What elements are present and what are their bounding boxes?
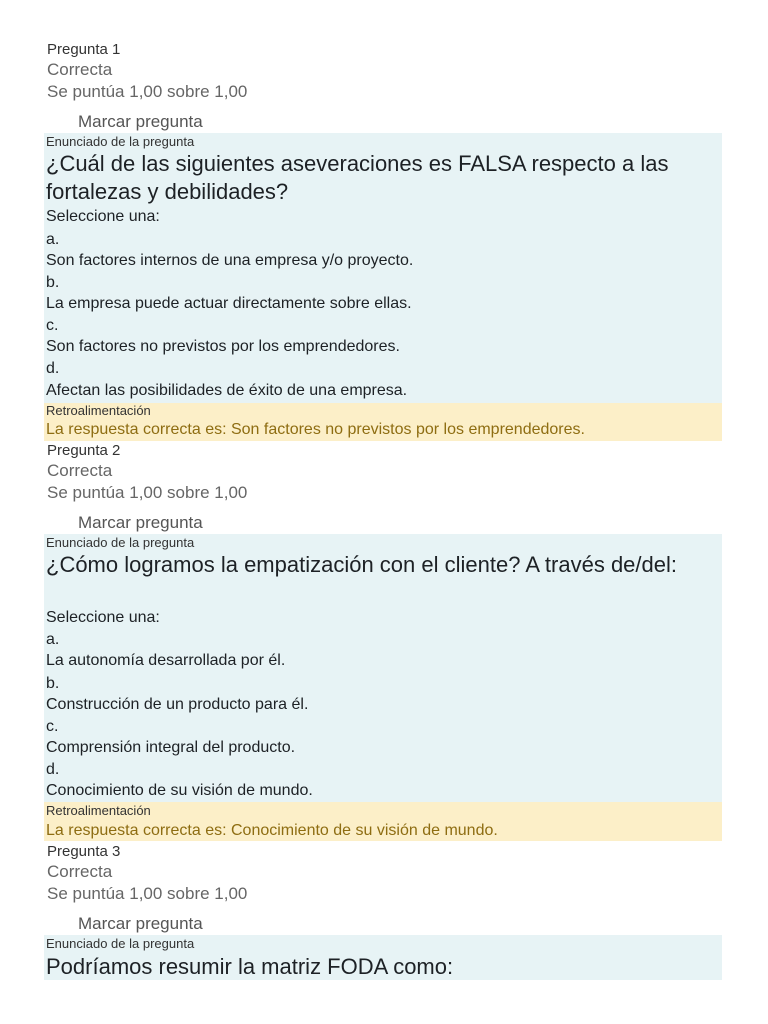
answer-d[interactable]: Conocimiento de su visión de mundo.	[46, 782, 313, 799]
question-grade: Se puntúa 1,00 sobre 1,00	[47, 884, 248, 903]
question-text: Podríamos resumir la matriz FODA como:	[46, 954, 454, 979]
question-number: Pregunta 2	[47, 442, 121, 459]
feedback-label: Retroalimentación	[46, 803, 151, 818]
answer-d[interactable]: Afectan las posibilidades de éxito de una empresa.	[46, 382, 408, 399]
feedback-label: Retroalimentación	[46, 403, 151, 418]
answer-b[interactable]: La empresa puede actuar directamente sobre ellas.	[46, 295, 412, 312]
answer-d-letter: d.	[46, 761, 60, 778]
right-answer-text: La respuesta correcta es: Conocimiento de su visión de mundo.	[46, 822, 498, 839]
question-content	[44, 133, 722, 403]
question-number: Pregunta 3	[47, 843, 121, 860]
statement-label: Enunciado de la pregunta	[46, 936, 195, 951]
question-text: ¿Cómo logramos la empatización con el cliente? A través de/del:	[46, 552, 677, 577]
answer-a-letter: a.	[46, 231, 60, 248]
question-text: ¿Cuál de las siguientes aseveraciones es FALSA respecto a las fortalezas y debilidades?	[46, 151, 669, 204]
select-prompt: Seleccione una:	[46, 208, 160, 225]
right-answer-text: La respuesta correcta es: Son factores no previstos por los emprendedores.	[46, 421, 585, 438]
flag-question-link[interactable]: Marcar pregunta	[78, 513, 203, 532]
flag-question-link[interactable]: Marcar pregunta	[78, 914, 203, 933]
answer-a-letter: a.	[46, 631, 60, 648]
question-content	[44, 935, 722, 980]
question-grade: Se puntúa 1,00 sobre 1,00	[47, 483, 248, 502]
question-content	[44, 534, 722, 802]
question-number: Pregunta 1	[47, 41, 121, 58]
statement-label: Enunciado de la pregunta	[46, 535, 195, 550]
answer-b-letter: b.	[46, 675, 60, 692]
question-state: Correcta	[47, 60, 113, 79]
answer-d-letter: d.	[46, 360, 60, 377]
answer-c-letter: c.	[46, 317, 59, 334]
answer-c[interactable]: Son factores no previstos por los emprendedores.	[46, 338, 400, 355]
feedback-box	[44, 802, 722, 841]
feedback-box	[44, 403, 722, 441]
answer-c-letter: c.	[46, 718, 59, 735]
flag-question-link[interactable]: Marcar pregunta	[78, 112, 203, 131]
answer-c[interactable]: Comprensión integral del producto.	[46, 739, 296, 756]
answer-b[interactable]: Construcción de un producto para él.	[46, 696, 309, 713]
question-grade: Se puntúa 1,00 sobre 1,00	[47, 82, 248, 101]
answer-b-letter: b.	[46, 274, 60, 291]
answer-a[interactable]: Son factores internos de una empresa y/o proyecto.	[46, 252, 414, 269]
select-prompt: Seleccione una:	[46, 609, 160, 626]
answer-a[interactable]: La autonomía desarrollada por él.	[46, 652, 286, 669]
statement-label: Enunciado de la pregunta	[46, 134, 195, 149]
question-state: Correcta	[47, 461, 113, 480]
question-state: Correcta	[47, 862, 113, 881]
